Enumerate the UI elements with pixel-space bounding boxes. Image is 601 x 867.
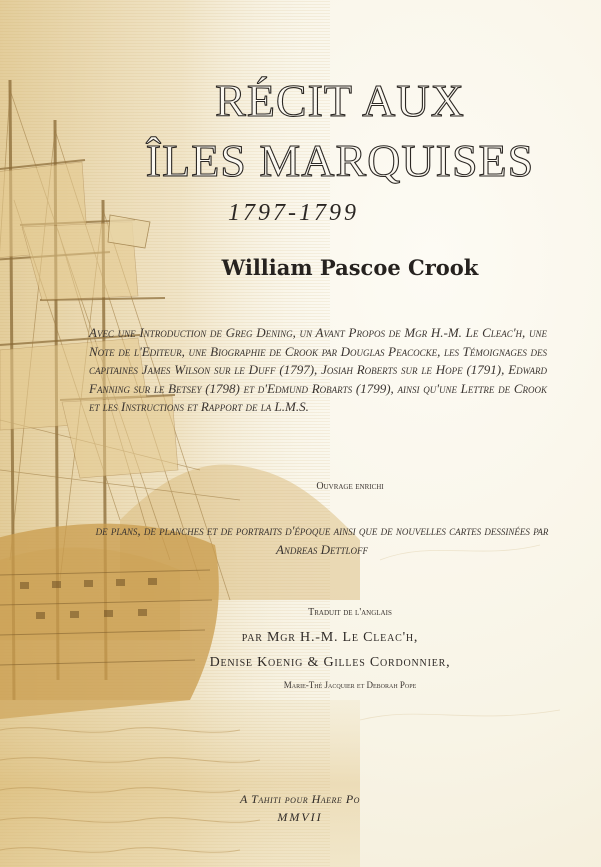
enriched-label: Ouvrage enrichi	[316, 481, 384, 492]
publication-year: MMVII	[277, 810, 323, 824]
enriched-description: de plans, de planches et de portraits d'époque ainsi que de nouvelles cartes dessinées par Andreas Dettloff	[95, 523, 549, 557]
title-line-1: RÉCIT AUX	[215, 75, 465, 126]
translators-line-2: Denise Koenig & Gilles Cordonnier,	[209, 655, 451, 670]
dates: 1797-1799	[228, 200, 359, 226]
title-line-2: ÎLES MARQUISES	[145, 135, 535, 186]
translators-line-1: par Mgr H.-M. Le Cleac'h,	[241, 630, 419, 645]
contents-description: Avec une Introduction de Greg Dening, un Avant Propos de Mgr H.-M. Le Cleac'h, une Note de l'Editeur, une Biographie de Crook par Douglas Peacocke, les Témoignages des capitaines James Wilson sur le Duff (1797), Josiah Roberts sur le Hope (1791), Edward Fanning sur le Betsey (1798) et d'Edmund Robarts (1799), ainsi qu'une Lettre de Crook et les Instructions et Rapport de la L.M.S.	[89, 325, 547, 414]
translated-label: Traduit de l'anglais	[308, 607, 392, 618]
dedication: A Tahiti pour Haere Po	[240, 792, 360, 806]
collaborators: Marie-Thé Jacquier et Deborah Pope	[283, 680, 417, 690]
author-name: William Pascoe Crook	[221, 255, 479, 280]
